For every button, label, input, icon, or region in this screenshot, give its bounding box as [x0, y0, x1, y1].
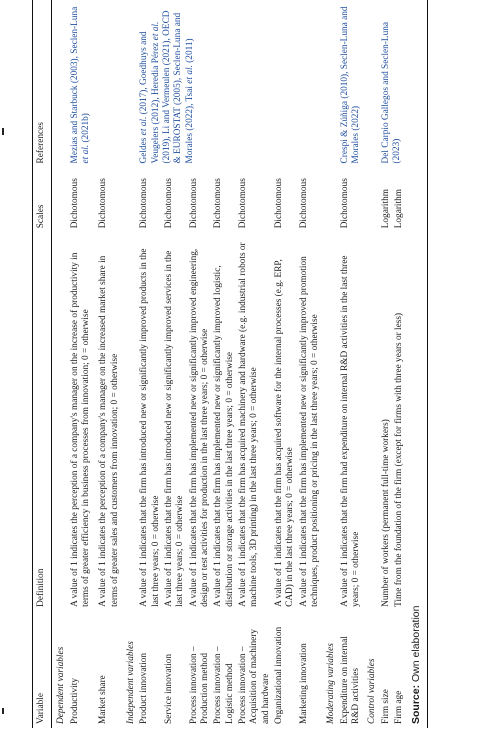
- cell-variable: Market share: [98, 675, 109, 724]
- ref-text: (2011): [184, 38, 195, 66]
- table-row: [138, 0, 163, 728]
- cell-variable: Service innovation: [163, 654, 174, 724]
- cell-definition: A value of 1 indicates that the firm has implemented new or significantly improved promotion techniques, product positioning or pricing in the last three years; 0 = otherwise: [298, 256, 320, 607]
- cell-scale: Dichotomous: [188, 178, 199, 229]
- variables-table-container: [32, 0, 482, 728]
- ref-etal: et al.: [139, 116, 150, 136]
- section-row: [122, 0, 138, 728]
- cell-variable: Process innovation – Logistic method: [213, 646, 235, 724]
- cell-definition: A value of 1 indicates that the firm has introduced new or significantly improved services in the last three years; 0 = otherwise: [163, 250, 186, 607]
- header-definition: Definition: [33, 232, 52, 611]
- section-row: [52, 0, 69, 728]
- cell-references: Del Carpio Gallegos and Seclen-Luna (2023): [380, 21, 402, 164]
- section-control: Control variables: [367, 658, 378, 724]
- source-text: Own elaboration: [410, 605, 423, 685]
- cell-scale: Dichotomous: [339, 178, 350, 229]
- cell-references: [69, 0, 94, 167]
- header-references: References: [33, 0, 52, 167]
- cell-definition: A value of 1 indicates that the firm has acquired machinery and hardware (e.g. industrial robots or machine tools, 3D printing) in the last three years; 0 = otherwise: [237, 242, 260, 607]
- table-header-row: [33, 0, 52, 728]
- ref-etal: et al.: [150, 21, 161, 41]
- cell-variable: Marketing innovation: [298, 643, 309, 724]
- cell-references: [273, 0, 298, 167]
- cell-references: Crespi & Zúñiga (2010), Seclen-Luna and Morales (2022): [339, 6, 361, 164]
- cell-scale: Dichotomous: [69, 178, 80, 229]
- ref-text: Mezias and Starbuck (2003), Seclen-Luna: [69, 6, 80, 164]
- cell-scale: Dichotomous: [213, 178, 224, 229]
- cell-definition: A value of 1 indicates that the firm has implemented new or significantly improved engineering, design or test activities for production in the last three years; 0 = otherwise: [188, 248, 210, 607]
- table-row: [339, 0, 364, 728]
- cell-scale: Dichotomous: [163, 178, 174, 229]
- ref-text: (2021b): [80, 113, 91, 145]
- cell-scale: Dichotomous: [98, 178, 109, 229]
- cell-variable: Process innovation – Acquisition of machinery and hardware: [237, 628, 271, 724]
- variables-table: [32, 0, 428, 728]
- ref-etal: et al.: [80, 144, 91, 164]
- cell-scale: Dichotomous: [237, 178, 248, 229]
- table-row: [237, 0, 273, 728]
- cell-scale: Dichotomous: [298, 178, 309, 229]
- cell-definition: A value of 1 indicates that the firm had expenditure on internal R&D activities in the last three years; 0 = otherwise: [339, 255, 361, 607]
- section-independent: Independent variables: [125, 641, 136, 724]
- cell-references: [93, 0, 122, 167]
- cell-variable: Firm age: [393, 690, 404, 724]
- header-variable: Variable: [33, 611, 52, 728]
- cell-definition: Time from the foundation of the firm (except for firms with three years or less): [393, 312, 404, 607]
- table-row: [69, 0, 94, 728]
- cell-definition: Number of workers (permanent full-time workers): [380, 419, 391, 607]
- table-row: [298, 0, 323, 728]
- cell-definition: A value of 1 indicates the perception of a company's manager on the increased market share in terms of greater sales and customers from innovation; 0 = otherwise: [98, 255, 120, 607]
- source-row: [406, 0, 427, 728]
- cell-scale: Logarithm: [393, 189, 404, 229]
- cell-variable: Organizational innovation: [273, 626, 284, 724]
- cell-definition: A value of 1 indicates the perception of a company's manager on the increase of productivity in terms of greater efficiency in business processes from innovation; 0 = otherwise: [69, 252, 91, 607]
- section-dependent: Dependent variables: [56, 646, 67, 724]
- section-row: [322, 0, 338, 728]
- table-source: [406, 0, 427, 728]
- cell-references: [138, 0, 237, 167]
- cell-variable: Productivity: [69, 678, 80, 724]
- cell-definition: A value of 1 indicates that the firm has acquired software for the internal processes (e.g. ERP, CAD) in the last three years; 0 = otherwise: [273, 259, 296, 607]
- section-row: [363, 0, 379, 728]
- cell-scale: Dichotomous: [273, 178, 284, 229]
- ref-etal: et al.: [184, 65, 195, 84]
- cell-variable: Product innovation: [139, 652, 150, 724]
- cell-variable: Firm size: [380, 689, 391, 724]
- section-moderating: Moderating variables: [326, 643, 337, 724]
- cell-definition: A value of 1 indicates that the firm has introduced new or significantly improved products in the last three years; 0 = otherwise: [139, 248, 161, 607]
- source-label: Source:: [410, 684, 423, 724]
- cell-references: [298, 0, 323, 167]
- ref-text: (2017), Goedhuys and Veugelers (2012), Heredia Pérez: [139, 31, 161, 164]
- cell-scale: Logarithm: [380, 189, 391, 229]
- table-row: [93, 0, 122, 728]
- cell-variable: Process innovation – Production method: [188, 646, 210, 724]
- ref-text: Geldes: [139, 135, 150, 164]
- header-scales: Scales: [33, 167, 52, 232]
- ref-text: (2019), Li and Vermeulen (2021), OECD & EUROSTAT (2005), Seclen-Luna and Morales (2022), Tsai: [161, 10, 195, 164]
- table-row: [273, 0, 298, 728]
- cell-scale: Dichotomous: [139, 178, 150, 229]
- table-row: [380, 0, 393, 728]
- cell-variable: Expenditure on internal R&D activities: [339, 636, 361, 724]
- cell-references: [237, 0, 273, 167]
- cell-definition: A value of 1 indicates that the firm has implemented new or significantly improved logistic, distribution or storage activities in the last three years; 0 = otherwise: [213, 265, 235, 607]
